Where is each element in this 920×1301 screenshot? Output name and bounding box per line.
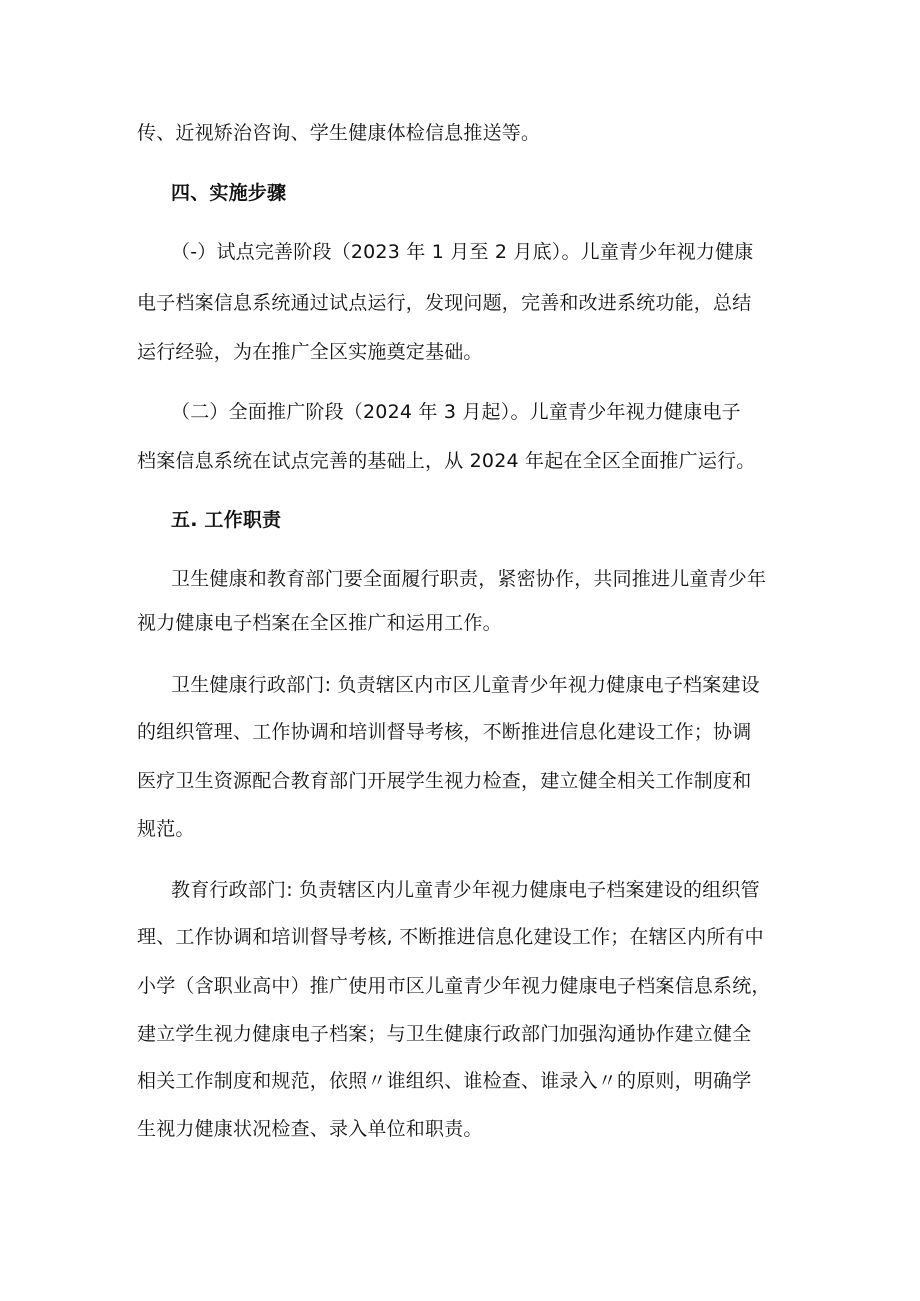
paragraph-line: （二）全面推广阶段（2024 年 3 月起）。儿童青少年视力健康电子: [171, 401, 741, 423]
paragraph-line: 医疗卫生资源配合教育部门开展学生视力检查，建立健全相关工作制度和: [137, 770, 752, 792]
paragraph-line: 教育行政部门: 负责辖区内儿童青少年视力健康电子档案建设的组织管: [171, 879, 760, 901]
paragraph-line: 规范。: [137, 818, 195, 840]
section-heading: 五. 工作职责: [171, 509, 282, 531]
paragraph-line: 档案信息系统在试点完善的基础上，从 2024 年起在全区全面推广运行。: [137, 450, 756, 472]
paragraph-line: （-）试点完善阶段（2023 年 1 月至 2 月底）。儿童青少年视力健康: [171, 241, 754, 263]
paragraph-line: 生视力健康状况检查、录入单位和职责。: [137, 1118, 483, 1140]
paragraph-line: 视力健康电子档案在全区推广和运用工作。: [137, 612, 502, 634]
section-heading: 四、实施步骤: [171, 182, 287, 204]
paragraph-line: 传、近视矫治咨询、学生健康体检信息推送等。: [137, 122, 541, 144]
paragraph-line: 建立学生视力健康电子档案；与卫生健康行政部门加强沟通协作建立健全: [137, 1023, 752, 1045]
paragraph-line: 小学（含职业高中）推广使用市区儿童青少年视力健康电子档案信息系统，: [137, 975, 771, 997]
paragraph-line: 运行经验，为在推广全区实施奠定基础。: [137, 341, 483, 363]
paragraph-line: 卫生健康行政部门: 负责辖区内市区儿童青少年视力健康电子档案建设: [171, 674, 760, 696]
paragraph-line: 的组织管理、工作协调和培训督导考核，不断推进信息化建设工作；协调: [137, 721, 752, 743]
paragraph-line: 相关工作制度和规范，依照〃谁组织、谁检查、谁录入〃的原则，明确学: [137, 1070, 752, 1092]
paragraph-line: 理、工作协调和培训督导考核, 不断推进信息化建设工作；在辖区内所有中: [137, 926, 764, 948]
paragraph-line: 卫生健康和教育部门要全面履行职责，紧密协作，共同推进儿童青少年: [171, 568, 767, 590]
paragraph-line: 电子档案信息系统通过试点运行，发现问题，完善和改进系统功能，总结: [137, 292, 752, 314]
